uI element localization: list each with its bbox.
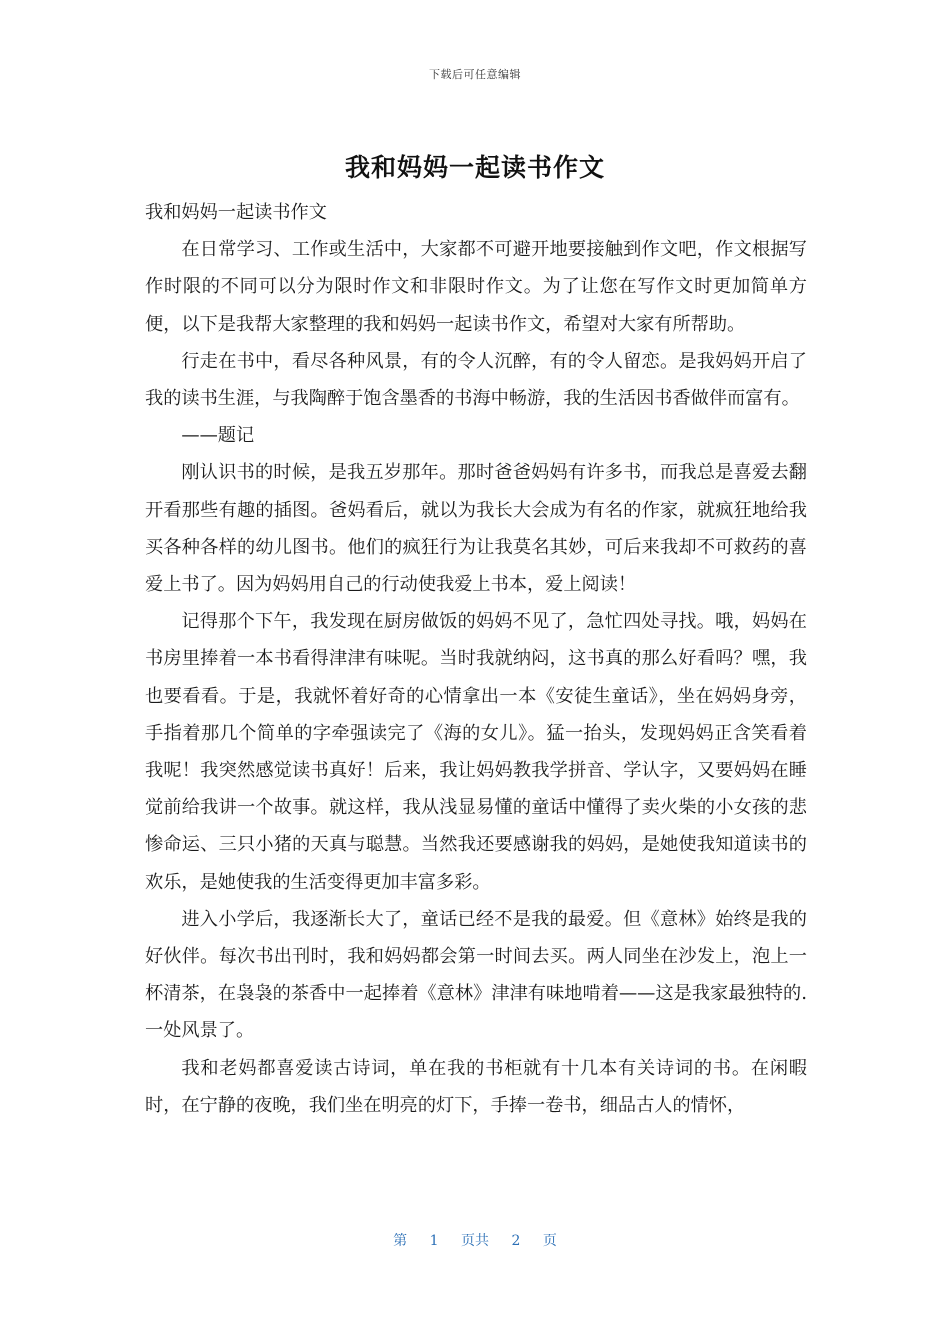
document-body: [145, 194, 807, 1124]
footer-suffix: 页: [542, 1233, 557, 1249]
epigraph-attribution: ——题记: [181, 425, 255, 447]
paragraph: 刚认识书的时候，是我五岁那年。那时爸爸妈妈有许多书，而我总是喜爱去翻开看那些有趣的插图。爸妈看后，就以为我长大会成为有名的作家，就疯狂地给我买各种各样的幼儿图书。他们的疯狂行为让我莫名其妙，可后来我却不可救药的喜爱上书了。因为妈妈用自己的行动使我爱上书本，爱上阅读！: [145, 462, 807, 596]
footer-middle: 页共: [461, 1233, 489, 1249]
page-number-footer: [0, 1230, 950, 1250]
header-note: 下载后可任意编辑: [429, 68, 521, 81]
document-title: 我和妈妈一起读书作文: [344, 153, 605, 182]
footer-prefix: 第: [393, 1233, 408, 1249]
paragraph: 在日常学习、工作或生活中，大家都不可避开地要接触到作文吧，作文根据写作时限的不同可以分为限时作文和非限时作文。为了让您在写作文时更加简单方便，以下是我帮大家整理的我和妈妈一起读书作文，希望对大家有所帮助。: [145, 239, 807, 335]
footer-current-page: 1: [429, 1233, 439, 1249]
footer-total-pages: 2: [511, 1233, 521, 1249]
paragraph: 记得那个下午，我发现在厨房做饭的妈妈不见了，急忙四处寻找。哦，妈妈在书房里捧着一本书看得津津有味呢。当时我就纳闷，这书真的那么好看吗？嘿，我也要看看。于是，我就怀着好奇的心情拿出一本《安徒生童话》，坐在妈妈身旁，手指着那几个简单的字牵强读完了《海的女儿》。猛一抬头，发现妈妈正含笑看着我呢！我突然感觉读书真好！后来，我让妈妈教我学拼音、学认字，又要妈妈在睡觉前给我讲一个故事。就这样，我从浅显易懂的童话中懂得了卖火柴的小女孩的悲惨命运、三只小猪的天真与聪慧。当然我还要感谢我的妈妈，是她使我知道读书的欢乐，是她使我的生活变得更加丰富多彩。: [145, 611, 807, 893]
paragraph: 我和老妈都喜爱读古诗词，单在我的书柜就有十几本有关诗词的书。在闲暇时，在宁静的夜晚，我们坐在明亮的灯下，手捧一卷书，细品古人的情怀，: [145, 1057, 807, 1116]
paragraph: 行走在书中，看尽各种风景，有的令人沉醉，有的令人留恋。是我妈妈开启了我的读书生涯，与我陶醉于饱含墨香的书海中畅游，我的生活因书香做伴而富有。: [145, 350, 807, 410]
document-subtitle: 我和妈妈一起读书作文: [145, 202, 327, 223]
paragraph: 进入小学后，我逐渐长大了，童话已经不是我的最爱。但《意林》始终是我的好伙伴。每次书出刊时，我和妈妈都会第一时间去买。两人同坐在沙发上，泡上一杯清茶，在袅袅的茶香中一起捧着《意林》津津有味地啃着——这是我家最独特的.一处风景了。: [145, 908, 807, 1042]
